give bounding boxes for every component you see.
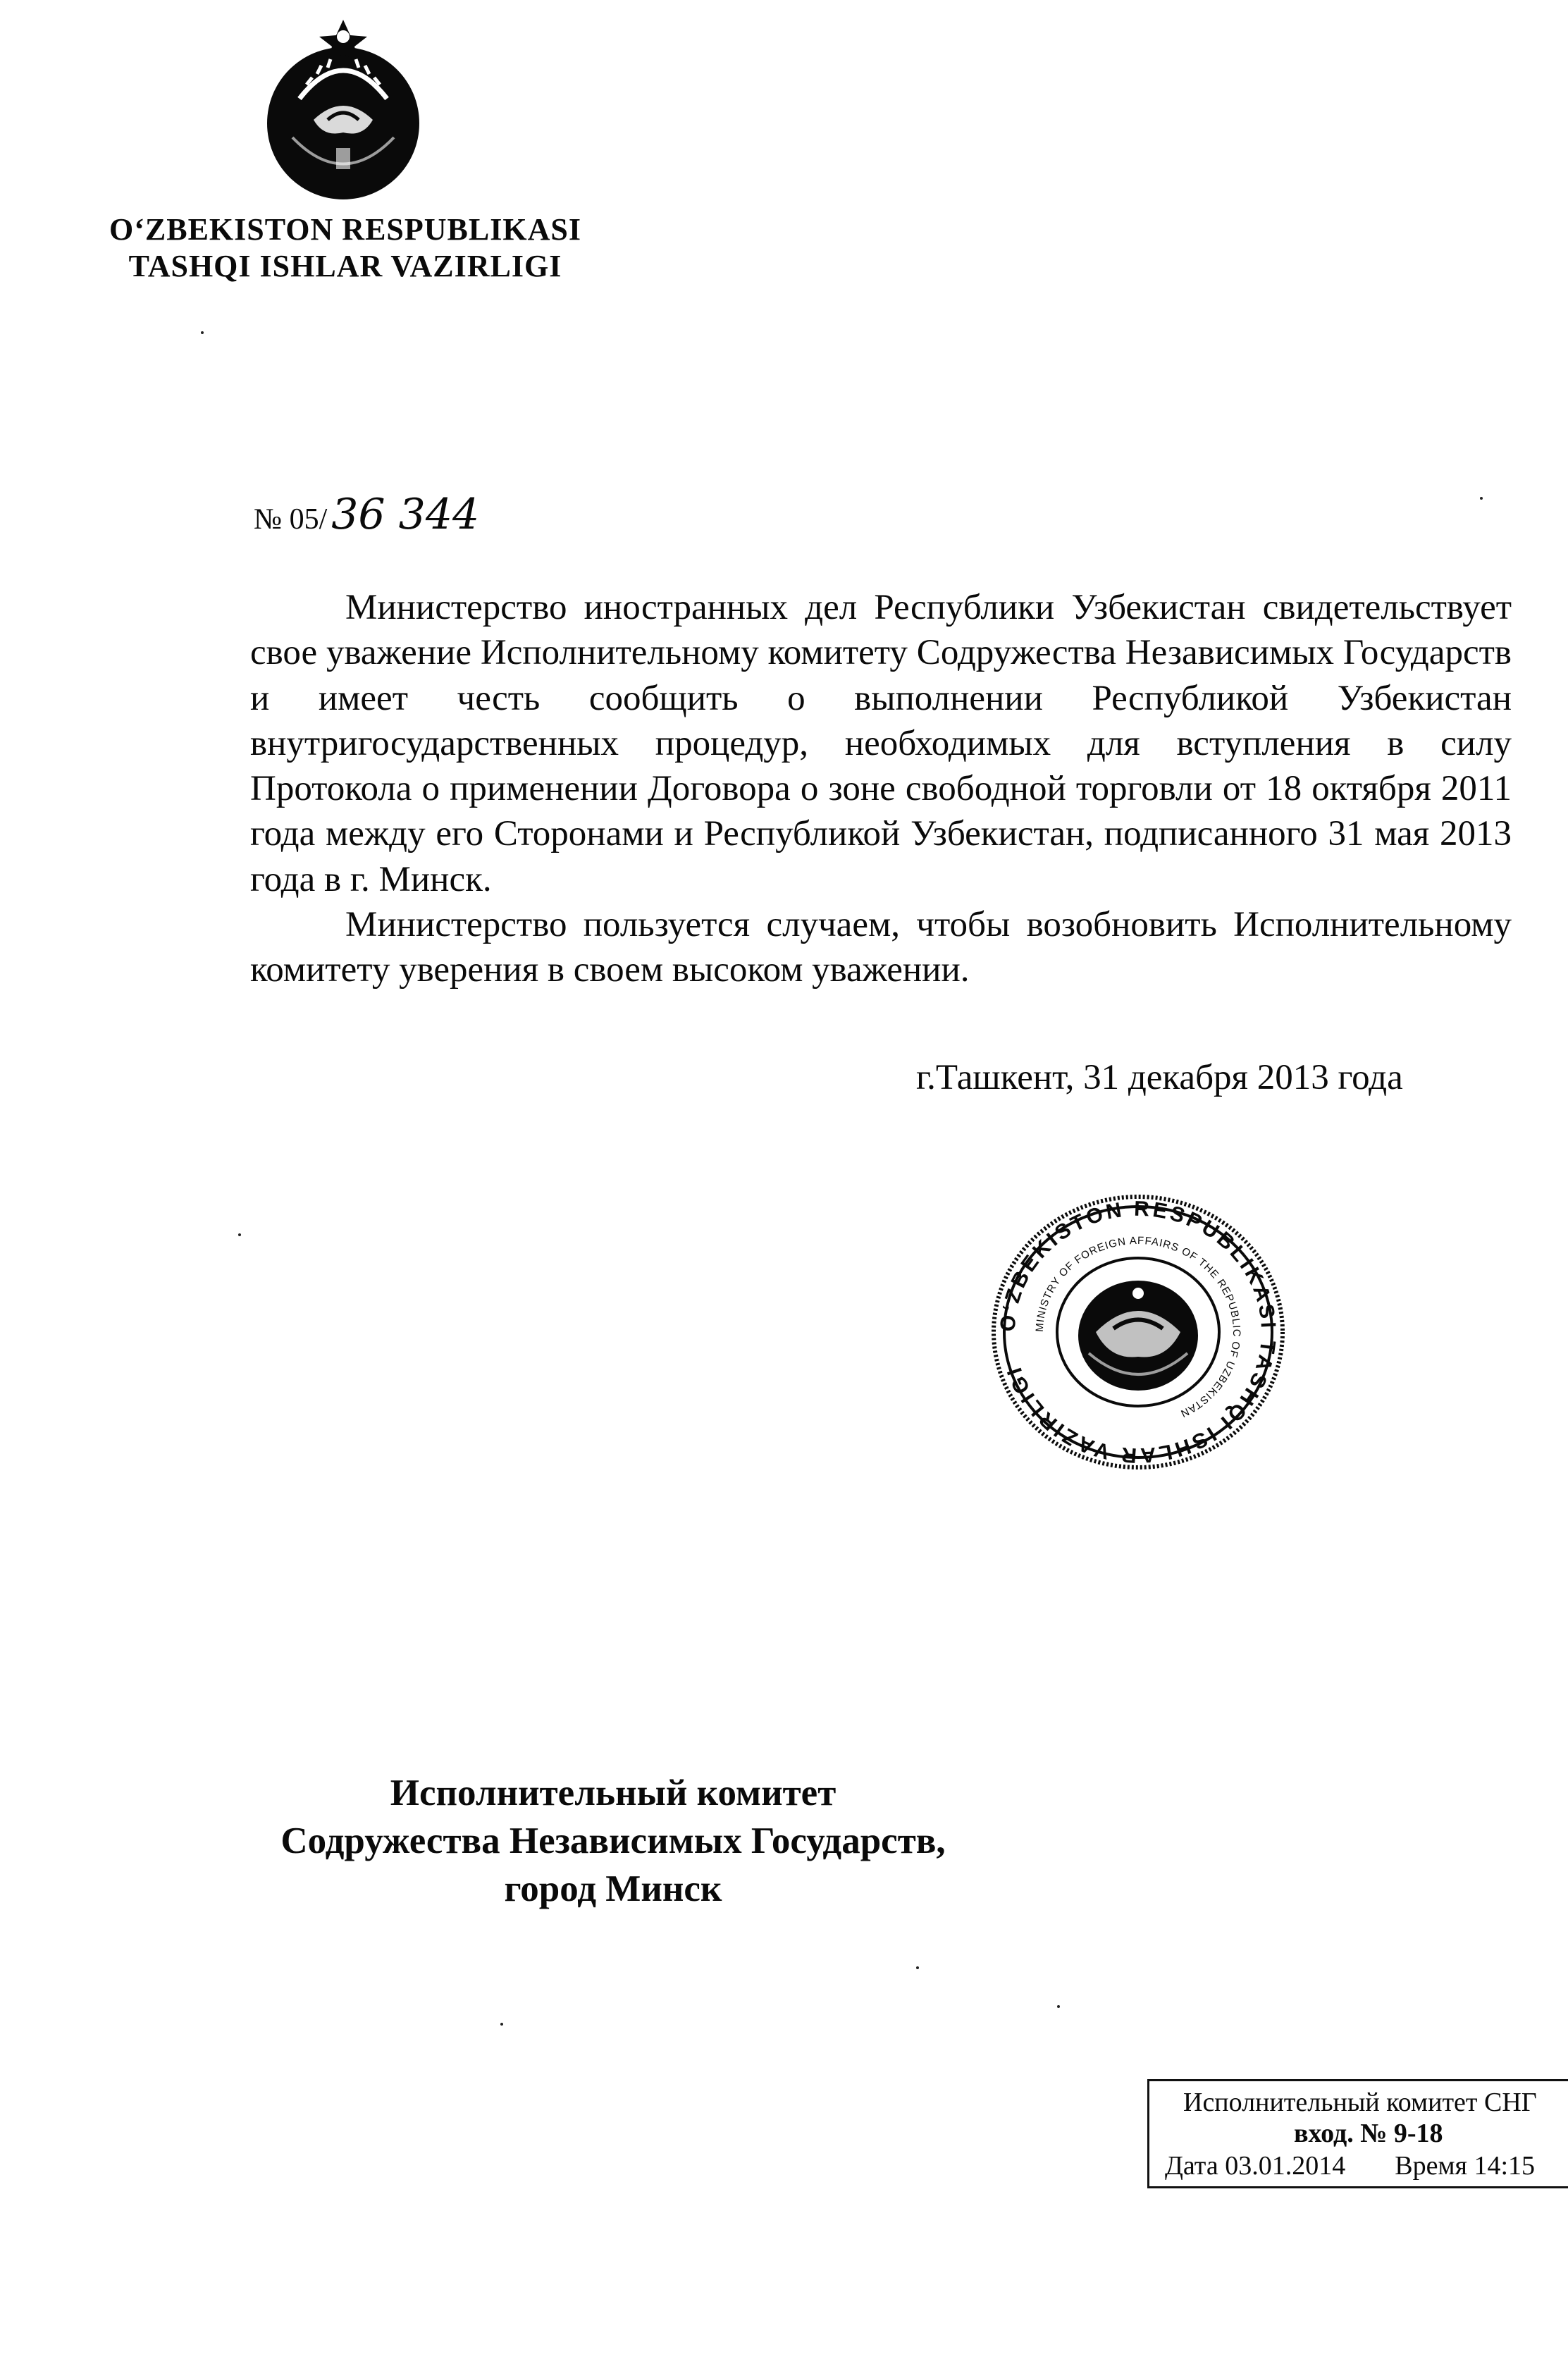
registration-date-time xyxy=(1165,2150,1535,2182)
scan-speck xyxy=(1057,2005,1060,2008)
reference-prefix: № 05/ xyxy=(254,503,328,536)
scan-speck xyxy=(500,2023,503,2026)
seal-outer-text: O‘ZBEKISTON RESPUBLIKASI TASHQI ISHLAR VAZIRLIGI xyxy=(996,1197,1280,1467)
body-paragraph-1: Министерство иностранных дел Республики Узбекистан свидетельствует свое уважение Исполнительному комитету Содружества Независимых Государств и имеет честь сообщить о выполнении Республикой Узбекистан внутригосударственных процедур, необходимых для вступления в силу Протокола о применении Договора о зоне свободной торговли от 18 октября 2011 года между его Сторонами и Республикой Узбекистан, подписанного 31 мая 2013 года в г. Минск. xyxy=(250,588,1512,899)
body-paragraph-2: Министерство пользуется случаем, чтобы возобновить Исполнительному комитету уверения в своем высоком уважении. xyxy=(250,905,1512,990)
registration-incoming-number: 9-18 xyxy=(1393,2119,1443,2148)
registration-time-label: Время xyxy=(1395,2151,1467,2181)
scan-speck xyxy=(916,1966,919,1969)
addressee-line-1: Исполнительный комитет xyxy=(390,1773,837,1813)
scan-speck xyxy=(238,1233,241,1236)
reference-number xyxy=(254,490,479,539)
addressee-block xyxy=(211,1769,1015,1913)
registration-incoming xyxy=(1294,2118,1443,2150)
registration-date: 03.01.2014 xyxy=(1225,2151,1346,2181)
registration-incoming-label: вход. № xyxy=(1294,2119,1388,2148)
letter-body xyxy=(250,585,1512,993)
place-date: г.Ташкент, 31 декабря 2013 года xyxy=(916,1058,1403,1097)
addressee-line-2: Содружества Независимых Государств, xyxy=(280,1820,946,1861)
state-emblem-icon xyxy=(257,14,430,201)
registration-time: 14:15 xyxy=(1474,2151,1536,2181)
seal-inner-text: MINISTRY OF FOREIGN AFFAIRS OF THE REPUBLIC OF UZBEKISTAN xyxy=(1033,1234,1243,1420)
letterhead xyxy=(42,211,648,285)
letterhead-line-2: TASHQI ISHLAR VAZIRLIGI xyxy=(128,249,562,283)
addressee-line-3: город Минск xyxy=(504,1868,722,1909)
registration-stamp xyxy=(1147,2079,1568,2188)
registration-org: Исполнительный комитет СНГ xyxy=(1183,2088,1537,2117)
official-seal-icon xyxy=(983,1191,1293,1473)
reference-handwritten: 36 344 xyxy=(331,490,480,539)
registration-date-label: Дата xyxy=(1165,2151,1218,2181)
scan-speck xyxy=(1480,497,1483,500)
letterhead-line-1: O‘ZBEKISTON RESPUBLIKASI xyxy=(109,212,581,247)
scan-speck xyxy=(201,331,204,334)
